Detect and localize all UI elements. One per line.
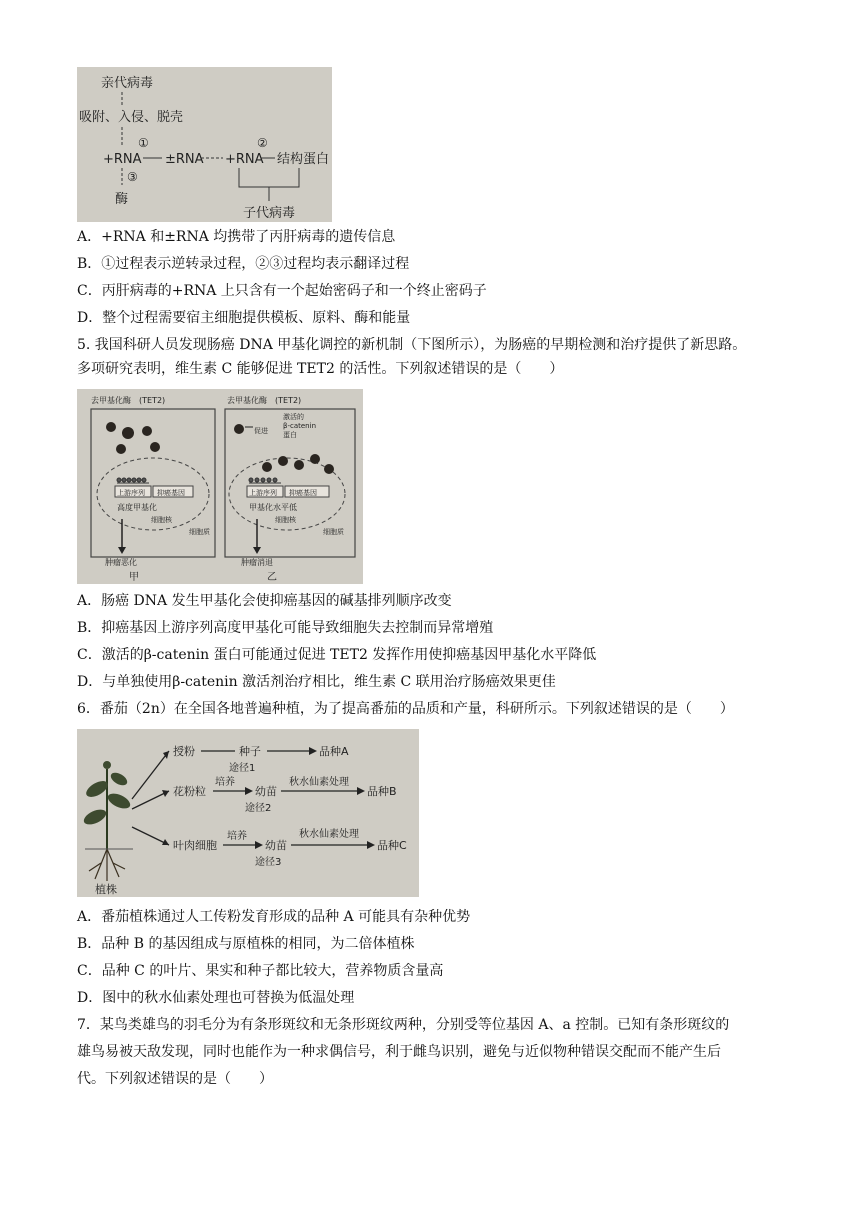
right-gene-label: 抑癌基因 — [289, 489, 317, 497]
q6-option-a: A．番茄植株通过人工传粉发育形成的品种 A 可能具有杂种优势 — [77, 909, 471, 925]
q6-option-d: D．图中的秋水仙素处理也可替换为低温处理 — [77, 990, 355, 1006]
seedling1-label: 幼苗 — [255, 785, 277, 798]
colchicine1-label: 秋水仙素处理 — [289, 777, 349, 788]
route3-label: 途径3 — [255, 857, 282, 868]
pollination-label: 授粉 — [173, 745, 195, 758]
culture2-label: 培养 — [227, 831, 247, 842]
culture1-label: 培养 — [215, 777, 235, 788]
q5-option-a: A．肠癌 DNA 发生甲基化会使抑癌基因的碱基排列顺序改变 — [77, 593, 452, 609]
mesophyll-label: 叶肉细胞 — [173, 839, 217, 852]
right-promote-label: 促进 — [254, 427, 268, 435]
left-cytoplasm-label: 细胞质 — [189, 528, 210, 536]
left-result-label: 肿瘤恶化 — [105, 558, 137, 567]
q7-stem-line2: 雄鸟易被天敌发现，同时也能作为一种求偶信号，利于雌鸟识别，避免与近似物种错误交配而不能产生后 — [77, 1044, 721, 1060]
colchicine2-label: 秋水仙素处理 — [299, 829, 359, 840]
left-nucleus-label: 细胞核 — [151, 516, 172, 524]
variety-a-label: 品种A — [319, 745, 349, 758]
plant-label: 植株 — [95, 883, 117, 896]
route2-label: 途径2 — [245, 803, 272, 814]
q5-option-d: D．与单独使用β-catenin 激活剂治疗相比，维生素 C 联用治疗肠癌效果更佳 — [77, 674, 556, 690]
variety-c-label: 品种C — [377, 839, 407, 852]
parent-virus-label: 亲代病毒 — [101, 76, 154, 91]
enzyme-label: 酶 — [115, 192, 129, 207]
q5-option-c: C．激活的β-catenin 蛋白可能通过促进 TET2 发挥作用使抑癌基因甲基化水平降低 — [77, 647, 597, 663]
right-methyl-label: 甲基化水平低 — [249, 503, 297, 512]
left-panel-label: 甲 — [129, 572, 139, 583]
right-cytoplasm-label: 细胞质 — [323, 528, 344, 536]
tomato-breeding-figure — [77, 729, 419, 897]
q4-option-c: C．丙肝病毒的+RNA 上只含有一个起始密码子和一个终止密码子 — [77, 283, 487, 299]
plus-rna-label: +RNA — [103, 152, 142, 167]
q5-stem-line2: 多项研究表明，维生素 C 能够促进 TET2 的活性。下列叙述错误的是（ ） — [77, 361, 564, 377]
seedling2-label: 幼苗 — [265, 839, 287, 852]
variety-b-label: 品种B — [367, 785, 397, 798]
methylation-figure — [77, 389, 363, 584]
q4-option-b: B．①过程表示逆转录过程，②③过程均表示翻译过程 — [77, 256, 410, 272]
q5-option-b: B．抑癌基因上游序列高度甲基化可能导致细胞失去控制而异常增殖 — [77, 620, 494, 636]
right-activated-line1: 激活的 — [283, 413, 304, 421]
structural-protein-label: 结构蛋白 — [277, 152, 330, 167]
left-methyl-label: 高度甲基化 — [117, 503, 157, 512]
q4-option-d: D．整个过程需要宿主细胞提供模板、原料、酶和能量 — [77, 310, 411, 326]
left-enzyme-label: 去甲基化酶 (TET2) — [91, 396, 166, 405]
seed-label: 种子 — [239, 745, 261, 758]
hcv-replication-figure — [77, 67, 332, 222]
progeny-virus-label: 子代病毒 — [243, 206, 296, 221]
route1-label: 途径1 — [229, 763, 256, 774]
left-gene-label: 抑癌基因 — [157, 489, 185, 497]
right-upstream-label: 上游序列 — [249, 489, 277, 497]
entry-label: 吸附、入侵、脱壳 — [79, 110, 184, 125]
right-enzyme-label: 去甲基化酶 (TET2) — [227, 396, 302, 405]
pollen-label: 花粉粒 — [173, 785, 206, 798]
pm-rna-label: ±RNA — [165, 152, 204, 167]
q6-option-b: B．品种 B 的基因组成与原植株的相同，为二倍体植株 — [77, 936, 415, 952]
q6-option-c: C．品种 C 的叶片、果实和种子都比较大，营养物质含量高 — [77, 963, 444, 979]
q6-stem: 6．番茄（2n）在全国各地普遍种植，为了提高番茄的品质和产量，科研所示。下列叙述错误的是（ ） — [77, 701, 734, 717]
right-nucleus-label: 细胞核 — [275, 516, 296, 524]
left-upstream-label: 上游序列 — [117, 489, 145, 497]
q7-stem-line1: 7．某鸟类雄鸟的羽毛分为有条形斑纹和无条形斑纹两种，分别受等位基因 A、a 控制。已知有条形斑纹的 — [77, 1017, 730, 1033]
step3-label: ③ — [127, 170, 138, 184]
right-activated-line2: β-catenin — [283, 422, 317, 430]
right-panel-label: 乙 — [267, 572, 277, 583]
plus-rna2-label: +RNA — [225, 152, 264, 167]
q7-stem-line3: 代。下列叙述错误的是（ ） — [77, 1071, 273, 1087]
right-result-label: 肿瘤消退 — [241, 558, 273, 567]
q5-stem-line1: 5. 我国科研人员发现肠癌 DNA 甲基化调控的新机制（下图所示），为肠癌的早期检测和治疗提供了新思路。 — [77, 337, 747, 353]
right-activated-line3: 蛋白 — [283, 431, 297, 439]
step2-label: ② — [257, 136, 268, 150]
step1-label: ① — [138, 136, 149, 150]
q4-option-a: A．+RNA 和±RNA 均携带了丙肝病毒的遗传信息 — [77, 229, 396, 245]
